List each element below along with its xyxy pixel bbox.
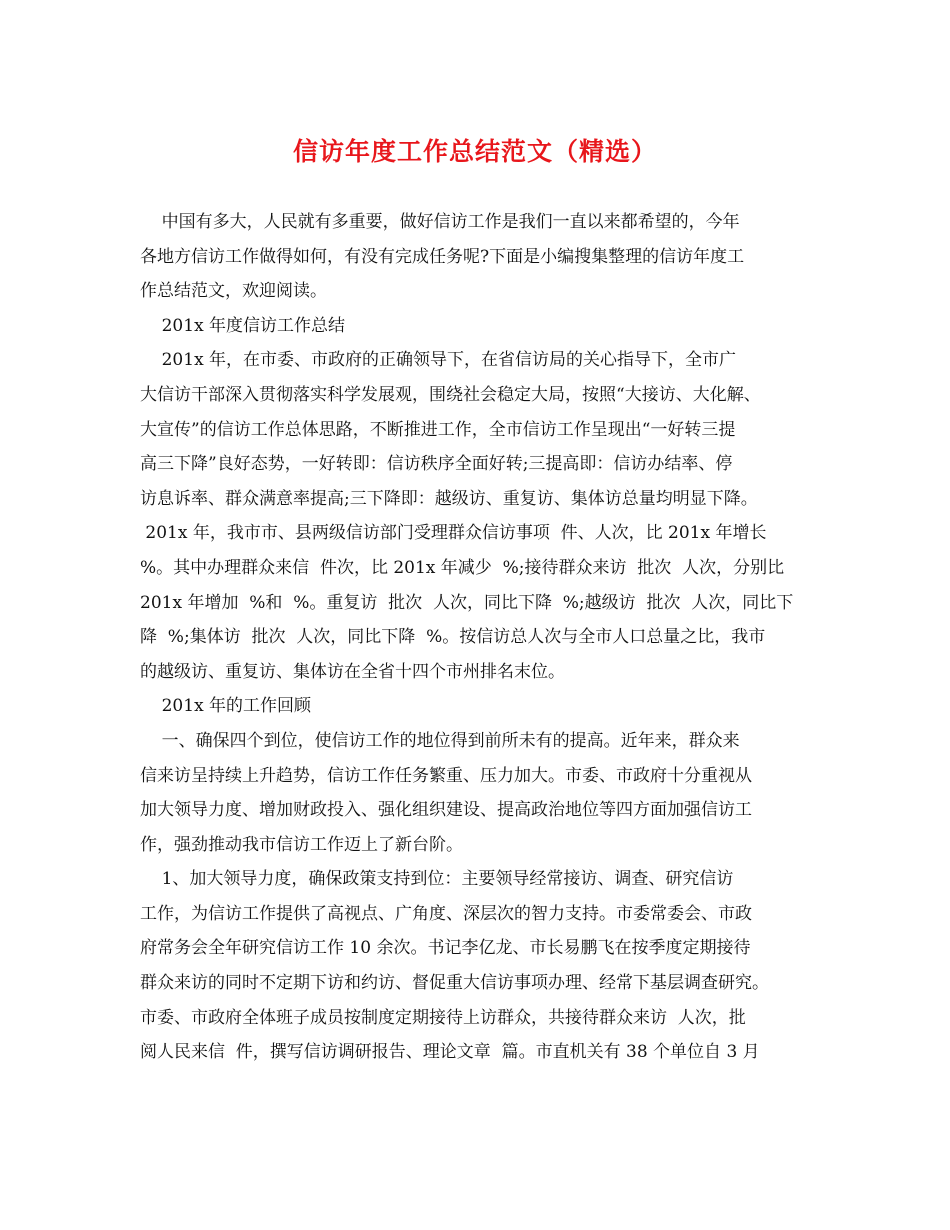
text-line: 阅人民来信 件，撰写信访调研报告、理论文章 篇。市直机关有 38 个单位自 3 月 [140, 1042, 760, 1063]
text-line: 一、确保四个到位，使信访工作的地位得到前所未有的提高。近年来，群众来 [140, 730, 740, 751]
text-line: 群众来访的同时不定期下访和约访、督促重大信访事项办理、经常下基层调查研究。 [140, 973, 769, 994]
text-line: 201x 年增加 %和 %。重复访 批次 人次，同比下降 %;越级访 批次 人次，同比下 [140, 592, 794, 613]
document-body [140, 205, 830, 1070]
text-line: 中国有多大，人民就有多重要，做好信访工作是我们一直以来都希望的，今年 [140, 212, 740, 232]
text-line: 大宣传”的信访工作总体思路，不断推进工作，全市信访工作呈现出“一好转三提 [140, 419, 736, 440]
text-line: 201x 年，在市委、市政府的正确领导下，在省信访局的关心指导下，全市广 [140, 350, 737, 371]
text-line: 的越级访、重复访、集体访在全省十四个市州排名末位。 [140, 661, 565, 682]
text-line: 加大领导力度、增加财政投入、强化组织建设、提高政治地位等四方面加强信访工 [140, 800, 752, 821]
section-heading: 201x 年的工作回顾 [140, 696, 312, 717]
text-line: 大信访干部深入贯彻落实科学发展观，围绕社会稳定大局，按照“大接访、大化解、 [140, 384, 761, 405]
text-line: 信来访呈持续上升趋势，信访工作任务繁重、压力加大。市委、市政府十分重视从 [140, 765, 752, 786]
text-line: 降 %;集体访 批次 人次，同比下降 %。按信访总人次与全市人口总量之比，我市 [140, 627, 766, 648]
text-line: 府常务会全年研究信访工作 10 余次。书记李亿龙、市长易鹏飞在按季度定期接待 [140, 938, 751, 959]
text-line: 各地方信访工作做得如何，有没有完成任务呢?下面是小编搜集整理的信访年度工 [140, 246, 745, 267]
text-line: 1、加大领导力度，确保政策支持到位：主要领导经常接访、调查、研究信访 [140, 869, 734, 890]
text-line: 访息诉率、群众满意率提高;三下降即：越级访、重复访、集体访总量均明显下降。 [140, 488, 758, 509]
text-line: 作，强劲推动我市信访工作迈上了新台阶。 [140, 834, 463, 855]
document-title: 信访年度工作总结范文（精选） [292, 137, 657, 166]
text-line: 201x 年，我市市、县两级信访部门受理群众信访事项 件、人次，比 201x 年增长 [140, 523, 767, 544]
section-heading: 201x 年度信访工作总结 [140, 315, 346, 336]
text-line: %。其中办理群众来信 件次，比 201x 年减少 %;接待群众来访 批次 人次，分别比 [140, 557, 785, 578]
text-line: 工作，为信访工作提供了高视点、广角度、深层次的智力支持。市委常委会、市政 [140, 903, 752, 924]
text-line: 市委、市政府全体班子成员按制度定期接待上访群众，共接待群众来访 人次，批 [140, 1007, 746, 1028]
text-line: 高三下降”良好态势，一好转即：信访秩序全面好转;三提高即：信访办结率、停 [140, 454, 733, 475]
text-line: 作总结范文，欢迎阅读。 [140, 281, 327, 302]
